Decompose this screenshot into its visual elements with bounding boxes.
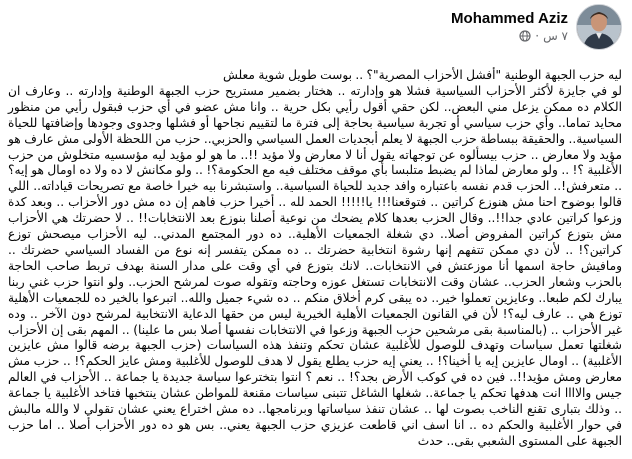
post-body: ليه حزب الجبهة الوطنية "أفشل الأحزاب المصرية"؟ .. بوست طويل شوية معلش لو في جايزة لأكثر الأحزاب السياسية فشلا هو وإدارته .. هختار بضمير مستريح حزب الجبهة الوطنية وإدارته .. وعارف ان الكلام ده ممكن يزعل مني البعض.. لكن حقي أقول رأيي بكل حرية .. وانا مش عضو في أي حزب فبقول رأيي من منظور محايد تماما.. وأي حزب سياسي أو تجربة سياسية بحاجة إلى فترة ما لتقييم نجاحها أو فشلها وجدوى وجودها وإضافتها للحياة السياسية.. والحقيقة ببساطة حزب الجبهة لا يعلم أبجديات العمل السياسي والحزبي.. حزب من اللحظة الأولى مش عارف هو مؤيد ولا معارض .. حزب بيسألوه عن توجهاته يقول أنا لا معارض ولا مؤيد !!.. ما هو لو مؤيد ليه مؤسسيه متخلوش من حزب الأغلبية ؟! .. ولو معارض لماذا لم يضبط متلبسا بأي موقف مختلف فيه مع الحكومة؟! .. ولو مكانش لا ده ولا ده اومال هو إيه؟ .. متعرفش!.. الحزب قدم نفسه باعتباره وافد جديد للحياة السياسية.. واستبشرنا بيه خيرا خاصة مع تصريحات قياداته.. اللي قالوا بوضوح احنا مش هنوزع كراتين .. فتوقعنا!!! يا!!!!! الحمد لله .. أخيرا حزب فاهم إن ده مش دور الأحزاب .. وبعد كدة وزعوا كراتين عادي جدا!!.. وقال الحزب بعدها كلام يضحك من نوعية أصلنا بنوزع بعد الانتخابات!! .. لا حضرتك هي الأحزاب مش بتوزع كراتين المفروض أصلا.. دي شغلة الجمعيات الأهلية.. ده دور المجتمع المدني.. ليه الأحزاب ميصحش توزع كراتين؟! .. لأن دي ممكن تتفهم إنها رشوة انتخابية حضرتك .. ده ممكن يتفسر إنه نوع من الفساد السياسي حضرتك .. ومافيش حاجة اسمها أنا موزعتش في الانتخابات.. لانك بتوزع في أي وقت على مدار السنة بهدف تربط صاحب الحاجة بالحزب وشعار الحزب.. عشان وقت الانتخابات تستغل عوزه وحاجته وتقوله صوت لمرشح الحزب.. ولو انتوا حزب غني ربنا يبارك لكم طبعا.. وعايزين تعملوا خير.. ده يبقى كرم أخلاق منكم .. ده شيء جميل والله.. اتبرعوا بالخير ده للجمعيات الأهلية توزع هي .. عارف ليه؟! لأن في القانون الجمعيات الأهلية الخيرية ليس من حقها الدعاية الانتخابية لمرشح دون الآخر .. وده غير الأحزاب .. (بالمناسبة بقى مرشحين حزب الجبهة وزعوا في الانتخابات نفسها أصلا بس ما علينا) .. المهم بقى إن الأحزاب شغلتها تعمل سياسات وتهدف للوصول للأغلبية عشان تحكم وتنفذ هذه السياسات (حزب الجبهة برضه قالوا مش عايزين الأغلبية) .. اومال عايزين إيه يا أخينا؟! .. يعني إيه حزب يطلع يقول لا هدف للوصول للأغلبية ومش عايز الحكم؟! .. حزب مش معارض ومش مؤيد!!.. فين ده في كوكب الأرض بجد؟! .. نعم ؟ انتوا بتخترعوا سياسة جديدة يا جماعة .. الأحزاب في العالم جيس والاااا انت هدفها تحكم يا جماعة.. شغلها الشاغل تتبنى سياسات مقنعة للمواطن عشان ينتخبها فتاخد الأغلبية يا جماعة .. وذلك بتبارى تقنع الناخب بصوت لها .. عشان تنفذ سياساتها وبرنامجها.. ده مش اختراع يعني عشان تقولي لا والله مالبش في حوار الأغلبية والحكم ده .. انا اسف اني قاطعت عزيزي حزب الجبهة يعني.. بس هو ده دور الأحزاب أصلا .. اما حزب الجبهة على المستوى الشعبي بقى.. حدث — [8, 68, 622, 448]
post-time[interactable]: ٧ س — [543, 29, 568, 43]
separator-dot: · — [535, 29, 540, 43]
globe-icon[interactable] — [519, 30, 531, 42]
post-meta — [451, 10, 568, 44]
author-name[interactable]: Mohammed Aziz — [451, 10, 568, 27]
post-subline — [519, 28, 568, 44]
post-header — [451, 4, 622, 50]
profile-photo-icon — [577, 5, 621, 49]
author-avatar[interactable] — [576, 4, 622, 50]
